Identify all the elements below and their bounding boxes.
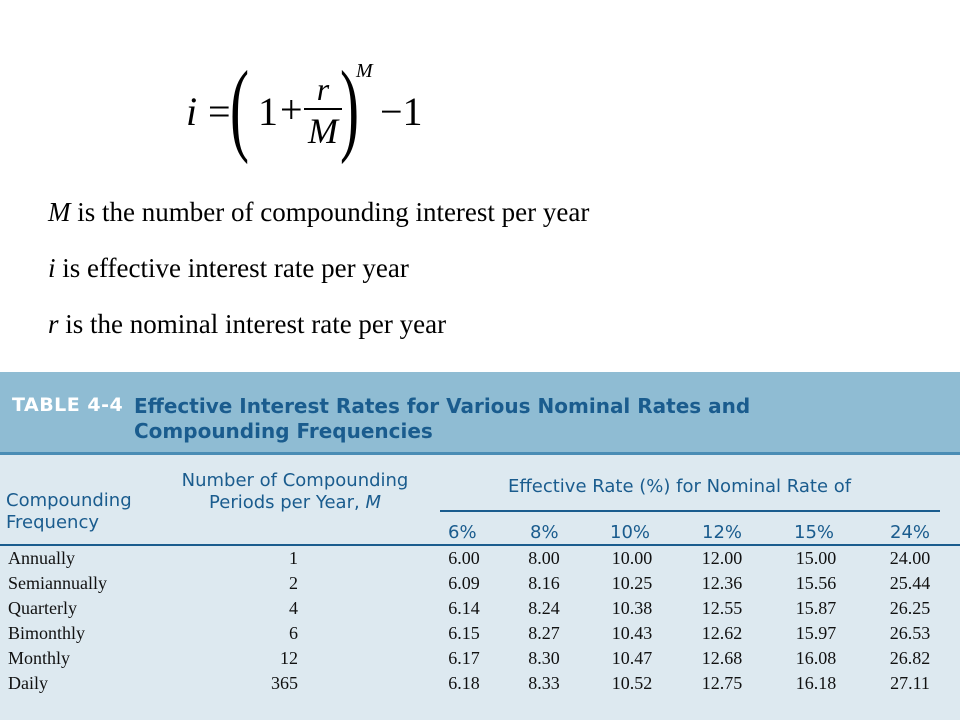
row-frequency: Daily <box>8 673 48 693</box>
row-value: 8.16 <box>528 573 560 593</box>
row-value: 12.55 <box>701 598 743 618</box>
variable-definitions <box>48 194 589 362</box>
formula-one: 1 <box>258 89 278 134</box>
table-row <box>0 573 960 598</box>
table-row <box>0 623 960 648</box>
row-value: 10.52 <box>611 673 653 693</box>
row-value: 10.00 <box>611 548 653 568</box>
formula-numerator-r: r <box>316 71 330 107</box>
row-value: 10.47 <box>611 648 653 668</box>
row-periods: 365 <box>271 673 298 693</box>
row-frequency: Annually <box>8 548 75 568</box>
definition-i <box>48 250 589 306</box>
table-header-band <box>0 372 960 452</box>
formula-denominator-m: M <box>308 111 338 151</box>
rate-header-15: 15% <box>794 522 835 543</box>
rate-header-24: 24% <box>890 522 931 543</box>
row-value: 6.09 <box>448 573 480 593</box>
column-header-rule <box>0 544 960 546</box>
row-value: 24.00 <box>889 548 931 568</box>
row-value: 6.17 <box>448 648 480 668</box>
row-value: 15.56 <box>795 573 837 593</box>
row-value: 10.43 <box>611 623 653 643</box>
row-value: 8.30 <box>528 648 560 668</box>
row-value: 15.97 <box>795 623 837 643</box>
effective-rate-header: Effective Rate (%) for Nominal Rate of <box>508 476 852 497</box>
definition-var: i <box>48 253 56 283</box>
table-row <box>0 673 960 698</box>
row-value: 16.08 <box>795 648 837 668</box>
row-periods: 4 <box>289 598 298 618</box>
row-value: 8.33 <box>528 673 560 693</box>
effective-rate-header-rule <box>440 510 940 512</box>
column-header-periods <box>180 470 410 514</box>
table-row <box>0 598 960 623</box>
row-value: 6.14 <box>448 598 480 618</box>
definition-r <box>48 306 589 362</box>
row-value: 8.00 <box>528 548 560 568</box>
formula-exponent-m: M <box>356 60 373 82</box>
row-value: 16.18 <box>795 673 837 693</box>
definition-var: r <box>48 309 59 339</box>
rate-header-10: 10% <box>610 522 651 543</box>
rate-header-8: 8% <box>530 522 559 543</box>
row-value: 6.00 <box>448 548 480 568</box>
row-periods: 2 <box>289 573 298 593</box>
row-value: 10.25 <box>611 573 653 593</box>
row-frequency: Semiannually <box>8 573 107 593</box>
periods-header-var: M <box>365 492 381 513</box>
definition-var: M <box>48 197 71 227</box>
formula-minus-one: −1 <box>380 89 423 134</box>
table-row <box>0 548 960 573</box>
formula-close-paren: ) <box>340 50 360 165</box>
row-value: 25.44 <box>889 573 931 593</box>
row-value: 27.11 <box>890 673 930 693</box>
row-value: 12.00 <box>701 548 743 568</box>
row-value: 8.27 <box>528 623 560 643</box>
effective-rates-table <box>0 372 960 720</box>
table-row <box>0 648 960 673</box>
row-value: 12.36 <box>701 573 743 593</box>
row-value: 12.62 <box>701 623 743 643</box>
rate-header-12: 12% <box>702 522 743 543</box>
formula-fraction <box>304 72 342 150</box>
definition-text: is the nominal interest rate per year <box>58 309 447 339</box>
row-periods: 6 <box>289 623 298 643</box>
table-title: Effective Interest Rates for Various Nominal Rates and Compounding Frequencies <box>134 394 751 443</box>
formula-fraction-bar <box>304 108 342 110</box>
row-value: 15.87 <box>795 598 837 618</box>
definition-text: is effective interest rate per year <box>55 253 409 283</box>
row-frequency: Monthly <box>8 648 71 668</box>
row-value: 6.18 <box>448 673 480 693</box>
formula-lhs-i: i <box>186 89 198 134</box>
formula-equals: = <box>208 89 231 134</box>
column-header-frequency: Compounding Frequency <box>6 490 132 533</box>
row-frequency: Bimonthly <box>8 623 86 643</box>
formula-plus: + <box>280 87 303 132</box>
row-value: 8.24 <box>528 598 560 618</box>
formula-open-paren: ( <box>230 50 250 165</box>
row-periods: 12 <box>280 648 298 668</box>
rate-header-6: 6% <box>448 522 477 543</box>
row-value: 26.25 <box>889 598 931 618</box>
table-label: TABLE 4-4 <box>12 394 124 416</box>
row-value: 15.00 <box>795 548 837 568</box>
row-frequency: Quarterly <box>8 598 77 618</box>
row-value: 26.82 <box>889 648 931 668</box>
row-value: 10.38 <box>611 598 653 618</box>
effective-rate-formula <box>186 50 426 165</box>
definition-text: is the number of compounding interest per year <box>70 197 590 227</box>
row-periods: 1 <box>289 548 298 568</box>
definition-m <box>48 194 589 250</box>
periods-header-text: Number of Compounding Periods per Year, <box>181 470 409 513</box>
row-value: 6.15 <box>448 623 480 643</box>
row-value: 12.68 <box>701 648 743 668</box>
table-header-rule <box>0 452 960 455</box>
row-value: 12.75 <box>701 673 743 693</box>
row-value: 26.53 <box>889 623 931 643</box>
